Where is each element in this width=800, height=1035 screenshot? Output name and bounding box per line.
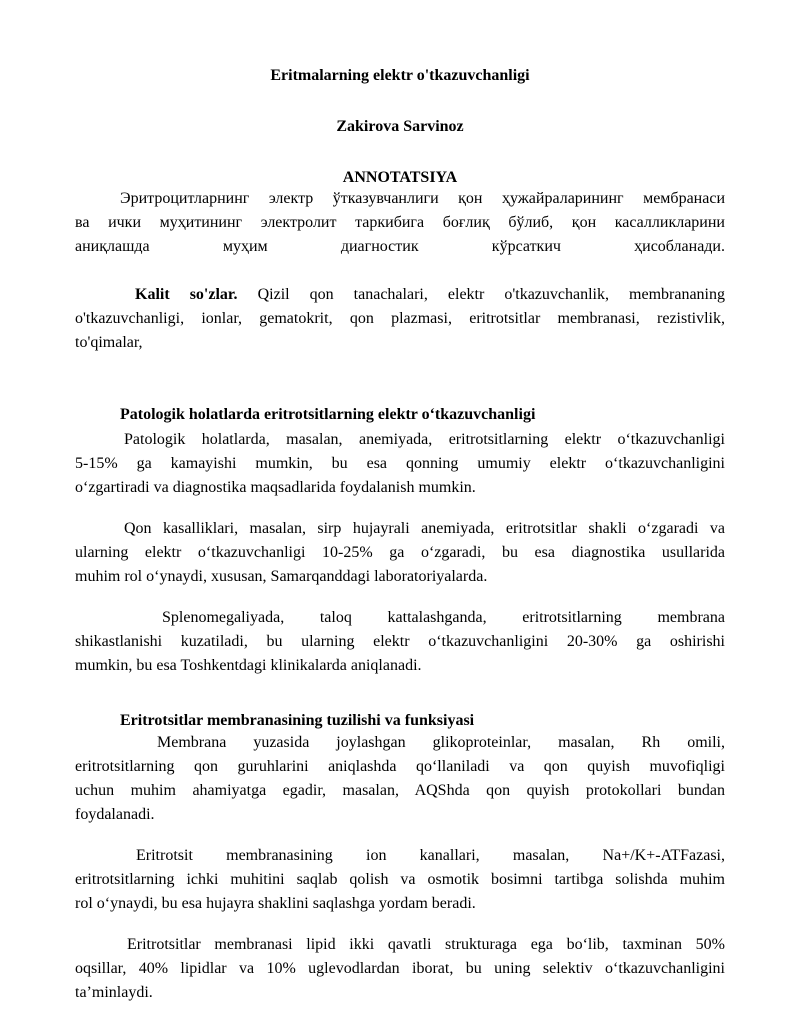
annotation-text <box>75 187 725 259</box>
paragraph-line: Eritrotsit membranasining ion kanallari, masalan, Na+/K+-ATFazasi, <box>136 847 725 864</box>
annotation-line: аниқлашда муҳим диагностик кўрсаткич ҳисобланади. <box>75 238 725 255</box>
paragraph-line: oqsillar, 40% lipidlar va 10% uglevodlardan iborat, bu uning selektiv o‘tkazuvchanligini <box>75 960 725 977</box>
keywords-line: to'qimalar, <box>75 334 143 351</box>
document-title: Eritmalarning elektr o'tkazuvchanligi <box>270 67 530 84</box>
section-heading-membrane: Eritrotsitlar membranasining tuzilishi va funksiyasi <box>120 712 475 729</box>
paragraph-line: shikastlanishi kuzatiladi, bu ularning elektr o‘tkazuvchanligini 20-30% ga oshirishi <box>75 633 725 650</box>
paragraph-line: ta’minlaydi. <box>75 984 153 1001</box>
keywords-line: o'tkazuvchanligi, ionlar, gematokrit, qon plazmasi, eritrotsitlar membranasi, rezistivlik, <box>75 310 725 327</box>
annotation-line: ва ички муҳитининг электролит таркибига боғлиқ бўлиб, қон касалликларини <box>75 214 725 231</box>
paragraph-line: Membrana yuzasida joylashgan glikoproteinlar, masalan, Rh omili, <box>157 734 725 751</box>
paragraph-line: foydalanadi. <box>75 806 155 823</box>
paragraph-line: Splenomegaliyada, taloq kattalashganda, eritrotsitlarning membrana <box>162 609 725 626</box>
keywords-first-line <box>75 283 725 307</box>
pathology-paragraph-1 <box>75 428 725 500</box>
annotation-line: Эритроцитларнинг электр ўтказувчанлиги қон ҳужайраларининг мембранаси <box>120 190 725 207</box>
paragraph-line: mumkin, bu esa Toshkentdagi klinikalarda aniqlanadi. <box>75 657 422 674</box>
paragraph-line: Qon kasalliklari, masalan, sirp hujayrali anemiyada, eritrotsitlar shakli o‘zgaradi va <box>124 520 725 537</box>
keywords-text: Qizil qon tanachalari, elektr o'tkazuvchanlik, membrananing <box>257 286 726 303</box>
membrane-paragraph-2 <box>75 844 725 916</box>
pathology-paragraph-3 <box>75 606 725 678</box>
section-heading-pathology: Patologik holatlarda eritrotsitlarning elektr o‘tkazuvchanligi <box>120 406 536 423</box>
paragraph-line: Eritrotsitlar membranasi lipid ikki qavatli strukturaga ega bo‘lib, taxminan 50% <box>127 936 725 953</box>
keywords-label: Kalit so'zlar. <box>135 286 238 303</box>
paragraph-line: Patologik holatlarda, masalan, anemiyada, eritrotsitlarning elektr o‘tkazuvchanligi <box>124 431 725 448</box>
membrane-paragraph-1 <box>75 731 725 827</box>
paragraph-line: 5-15% ga kamayishi mumkin, bu esa qonning umumiy elektr o‘tkazuvchanligini <box>75 455 725 472</box>
paragraph-line: eritrotsitlarning ichki muhitini saqlab qolish va osmotik bosimni tartibga solishda muhim <box>75 871 725 888</box>
paragraph-line: o‘zgartiradi va diagnostika maqsadlarida foydalanish mumkin. <box>75 479 476 496</box>
paragraph-line: ularning elektr o‘tkazuvchanligi 10-25% ga o‘zgaradi, bu esa diagnostika usullarida <box>75 544 725 561</box>
keywords-paragraph <box>75 283 725 355</box>
author-name: Zakirova Sarvinoz <box>336 118 464 135</box>
paragraph-line: uchun muhim ahamiyatga egadir, masalan, AQShda qon quyish protokollari bundan <box>75 782 725 799</box>
paragraph-line: eritrotsitlarning qon guruhlarini aniqlashda qo‘llaniladi va qon quyish muvofiqligi <box>75 758 725 775</box>
pathology-paragraph-2 <box>75 517 725 589</box>
membrane-paragraph-3 <box>75 933 725 1005</box>
paragraph-line: rol o‘ynaydi, bu esa hujayra shaklini saqlashga yordam beradi. <box>75 895 476 912</box>
annotation-heading: ANNOTATSIYA <box>342 169 458 186</box>
paragraph-line: muhim rol o‘ynaydi, xususan, Samarqanddagi laboratoriyalarda. <box>75 568 488 585</box>
